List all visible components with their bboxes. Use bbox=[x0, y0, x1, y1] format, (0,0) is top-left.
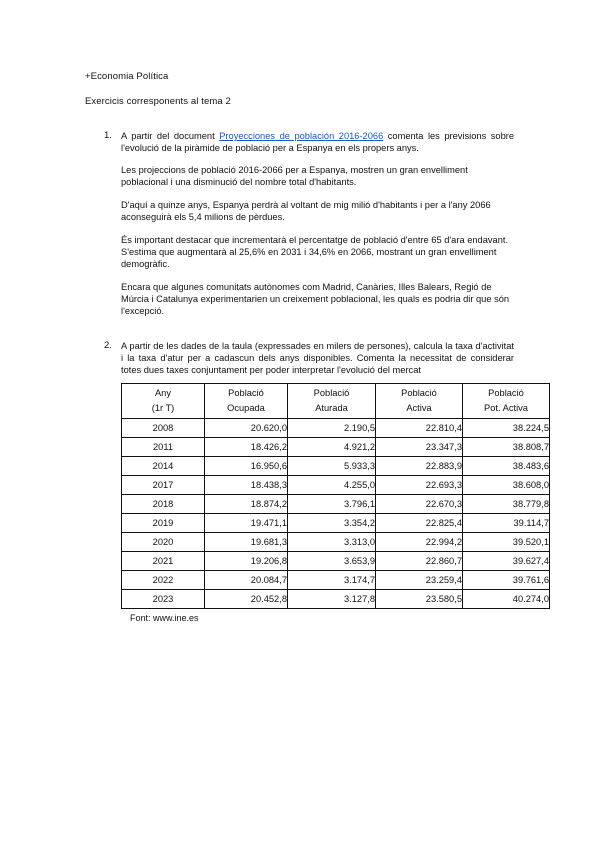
table-row bbox=[122, 552, 550, 571]
cell-potentially-active: 38.224,5 bbox=[463, 419, 550, 438]
answer-1-paragraph-2: D'aquí a quinze anys, Espanya perdrà al voltant de mig milió d'habitants i per a l'any 2066 aconseguirà els 5,4 milions de pèrdues. bbox=[121, 200, 491, 222]
cell-unemployed: 3.127,8 bbox=[288, 590, 376, 609]
table-row bbox=[122, 438, 550, 457]
document-subtitle: Exercicis corresponents al tema 2 bbox=[85, 96, 231, 107]
cell-active: 22.883,9 bbox=[376, 457, 463, 476]
cell-year: 2020 bbox=[122, 533, 205, 552]
question-2-number: 2. bbox=[104, 340, 112, 351]
cell-active: 22.994,2 bbox=[376, 533, 463, 552]
cell-potentially-active: 38.483,6 bbox=[463, 457, 550, 476]
table-row bbox=[122, 533, 550, 552]
table-header-row bbox=[122, 384, 550, 419]
cell-employed: 20.620,0 bbox=[205, 419, 288, 438]
cell-active: 23.580,5 bbox=[376, 590, 463, 609]
table-row bbox=[122, 476, 550, 495]
table-source-note: Font: www.ine.es bbox=[130, 613, 199, 623]
cell-potentially-active: 39.761,6 bbox=[463, 571, 550, 590]
cell-active: 22.810,4 bbox=[376, 419, 463, 438]
table-row bbox=[122, 419, 550, 438]
cell-unemployed: 4.921,2 bbox=[288, 438, 376, 457]
header-potentially-active: Població Pot. Activa bbox=[463, 384, 550, 419]
cell-unemployed: 2.190,5 bbox=[288, 419, 376, 438]
header-unemployed: Població Aturada bbox=[288, 384, 376, 419]
cell-active: 22.670,3 bbox=[376, 495, 463, 514]
question-1-intro-after: comenta les previsions sobre l'evolució de la piràmide de població per a Espanya en els propers anys. bbox=[121, 131, 515, 153]
cell-employed: 19.471,1 bbox=[205, 514, 288, 533]
question-1-number: 1. bbox=[104, 130, 112, 141]
cell-active: 22.825,4 bbox=[376, 514, 463, 533]
cell-potentially-active: 39.627,4 bbox=[463, 552, 550, 571]
answer-1-paragraph-1: Les projeccions de població 2016-2066 per a Espanya, mostren un gran envelliment poblacional i una disminució del nombre total d'habitants. bbox=[121, 165, 468, 187]
cell-unemployed: 3.174,7 bbox=[288, 571, 376, 590]
cell-employed: 19.681,3 bbox=[205, 533, 288, 552]
cell-unemployed: 3.354,2 bbox=[288, 514, 376, 533]
cell-employed: 18.874,2 bbox=[205, 495, 288, 514]
cell-active: 23.259,4 bbox=[376, 571, 463, 590]
cell-year: 2019 bbox=[122, 514, 205, 533]
cell-unemployed: 3.313,0 bbox=[288, 533, 376, 552]
cell-employed: 18.438,3 bbox=[205, 476, 288, 495]
cell-potentially-active: 39.520,1 bbox=[463, 533, 550, 552]
table-row bbox=[122, 571, 550, 590]
question-1-intro-before: A partir del document bbox=[121, 131, 220, 141]
cell-potentially-active: 38.779,8 bbox=[463, 495, 550, 514]
cell-year: 2014 bbox=[122, 457, 205, 476]
cell-year: 2008 bbox=[122, 419, 205, 438]
cell-potentially-active: 39.114,7 bbox=[463, 514, 550, 533]
cell-potentially-active: 38.808,7 bbox=[463, 438, 550, 457]
cell-employed: 20.452,8 bbox=[205, 590, 288, 609]
table-row bbox=[122, 590, 550, 609]
cell-active: 22.693,3 bbox=[376, 476, 463, 495]
question-1-prompt bbox=[121, 130, 514, 154]
cell-active: 22.860,7 bbox=[376, 552, 463, 571]
cell-employed: 19.206,8 bbox=[205, 552, 288, 571]
cell-unemployed: 3.653,9 bbox=[288, 552, 376, 571]
cell-employed: 16.950,6 bbox=[205, 457, 288, 476]
table-row bbox=[122, 457, 550, 476]
labour-data-table bbox=[121, 383, 550, 609]
document-link[interactable]: Proyecciones de población 2016-2066 bbox=[219, 131, 384, 141]
answer-1-paragraph-3: És important destacar que incrementarà el percentatge de població d'entre 65 d'ara endavant. S'estima que augmentarà al 25,6% en 2031 i 34,6% en 2066, mostrant un gran envelliment demogràfic. bbox=[121, 235, 509, 269]
cell-employed: 20.084,7 bbox=[205, 571, 288, 590]
cell-year: 2017 bbox=[122, 476, 205, 495]
table-row bbox=[122, 495, 550, 514]
course-title: +Economia Política bbox=[85, 71, 169, 82]
table-row bbox=[122, 514, 550, 533]
cell-employed: 18.426,2 bbox=[205, 438, 288, 457]
cell-year: 2022 bbox=[122, 571, 205, 590]
cell-potentially-active: 40.274,0 bbox=[463, 590, 550, 609]
cell-potentially-active: 38.608,0 bbox=[463, 476, 550, 495]
question-2-prompt: A partir de les dades de la taula (expressades en milers de persones), calcula la taxa d'activitat i la taxa d'atur per a cadascun dels anys disponibles. Comenta la necessitat de considerar totes dues taxes conjuntament per poder interpretar l'evolució del mercat bbox=[121, 341, 514, 375]
cell-unemployed: 5.933,3 bbox=[288, 457, 376, 476]
cell-unemployed: 4.255,0 bbox=[288, 476, 376, 495]
cell-year: 2011 bbox=[122, 438, 205, 457]
cell-year: 2023 bbox=[122, 590, 205, 609]
answer-1-paragraph-4: Encara que algunes comunitats autònomes com Madrid, Canàries, Illes Balears, Regió de Múrcia i Catalunya experimentarien un creixement poblacional, les quals es podria dir que són l'excepció. bbox=[121, 282, 510, 316]
header-active: Població Activa bbox=[376, 384, 463, 419]
cell-unemployed: 3.796,1 bbox=[288, 495, 376, 514]
cell-year: 2021 bbox=[122, 552, 205, 571]
header-year: Any (1r T) bbox=[122, 384, 205, 419]
cell-year: 2018 bbox=[122, 495, 205, 514]
header-employed: Població Ocupada bbox=[205, 384, 288, 419]
cell-active: 23.347,3 bbox=[376, 438, 463, 457]
